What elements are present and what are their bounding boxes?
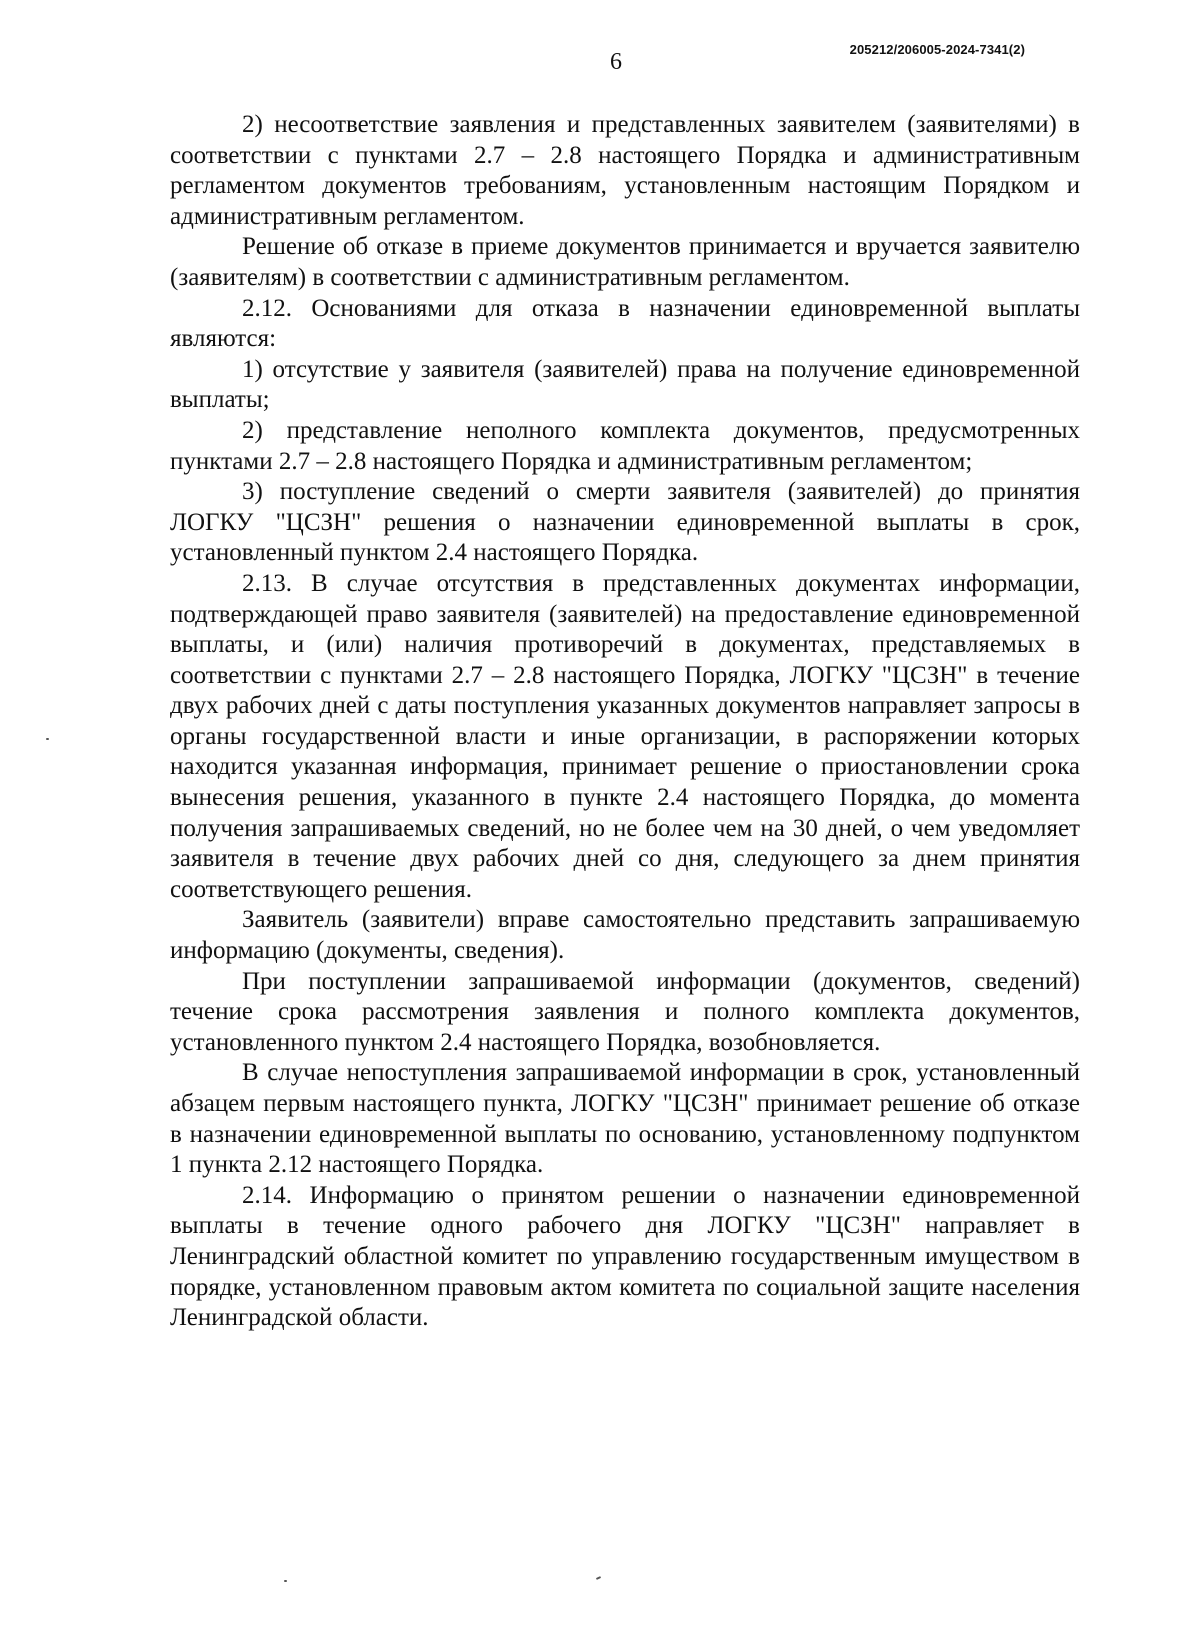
paragraph-2-14: 2.14. Информацию о принятом решении о назначении единовременной выплаты в течение одного рабочего дня ЛОГКУ "ЦСЗН" направляет в Ленинградский областной комитет по управлению государственным имуществом в порядке, установленном правовым актом комитета по социальной защите населения Ленинградской области. [170, 1181, 1080, 1332]
paragraph-clause-2-mismatch: 2) несоответствие заявления и представленных заявителем (заявителями) в соответствии с пунктами 2.7 – 2.8 настоящего Порядка и административным регламентом документов требованиям, установленным настоящим Порядком и административным регламентом. [170, 111, 1080, 230]
paragraph-2-12-heading: 2.12. Основаниями для отказа в назначении единовременной выплаты являются: [170, 294, 1080, 353]
paragraph-refusal-decision: Решение об отказе в приеме документов принимается и вручается заявителю (заявителям) в соответствии с административным регламентом. [170, 233, 1080, 291]
scan-speck [596, 1576, 601, 1580]
scan-speck [284, 1580, 287, 1582]
scan-speck [46, 738, 49, 740]
paragraph-2-13: 2.13. В случае отсутствия в представленных документах информации, подтверждающей право заявителя (заявителей) на предоставление единовременной выплаты, и (или) наличия противоречий в документах, представляемых в соответствии с пунктами 2.7 – 2.8 настоящего Порядка, ЛОГКУ "ЦСЗН" в течение двух рабочих дней с даты поступления указанных документов направляет запросы в органы государственной власти и иные организации, в распоряжении которых находится указанная информация, принимает решение о приостановлении срока вынесения решения, указанного в пункте 2.4 настоящего Порядка, до момента получения запрашиваемых сведений, но не более чем на 30 дней, о чем уведомляет заявителя в течение двух рабочих дней со дня, следующего за днем принятия соответствующего решения. [170, 569, 1080, 903]
paragraph-2-12-item-1: 1) отсутствие у заявителя (заявителей) права на получение единовременной выплаты; [170, 355, 1080, 414]
paragraph-non-receipt: В случае непоступления запрашиваемой информации в срок, установленный абзацем первым настоящего пункта, ЛОГКУ "ЦСЗН" принимает решение об отказе в назначении единовременной выплаты по основанию, установленному подпунктом 1 пункта 2.12 настоящего Порядка. [170, 1059, 1080, 1179]
paragraph-applicant-right: Заявитель (заявители) вправе самостоятельно представить запрашиваемую информацию (документы, сведения). [170, 906, 1080, 965]
paragraph-2-12-item-2: 2) представление неполного комплекта документов, предусмотренных пунктами 2.7 – 2.8 настоящего Порядка и административным регламентом; [170, 416, 1080, 475]
page-number: 6 [610, 49, 622, 75]
paragraph-2-12-item-3: 3) поступление сведений о смерти заявителя (заявителей) до принятия ЛОГКУ "ЦСЗН" решения о назначении единовременной выплаты в срок, установленный пунктом 2.4 настоящего Порядка. [170, 478, 1080, 567]
paragraph-term-resumption: При поступлении запрашиваемой информации (документов, сведений) течение срока рассмотрения заявления и полного комплекта документов, установленного пунктом 2.4 настоящего Порядка, возобновляется. [170, 967, 1080, 1056]
document-registration-code: 205212/206005-2024-7341(2) [849, 42, 1025, 57]
document-body [170, 110, 1080, 1334]
